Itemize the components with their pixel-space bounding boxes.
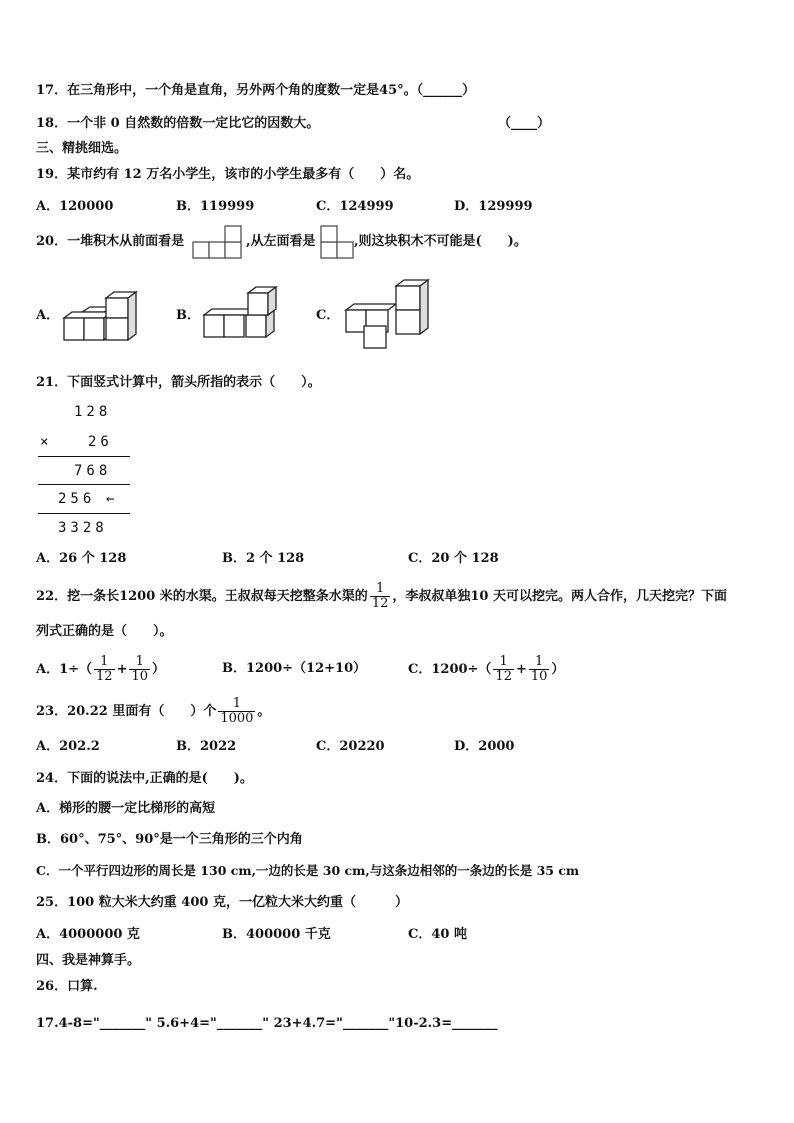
q22-a-f1-num: 1: [94, 655, 115, 670]
question-23: [36, 697, 270, 726]
question-19: 19．某市约有 12 万名小学生，该市的小学生最多有（ ）名。: [36, 167, 420, 182]
q22-a-label: A．1÷（: [36, 662, 93, 677]
q22-a-frac-1: [94, 655, 115, 684]
q20-option-b: B．: [176, 308, 200, 323]
section-4-title: 四、我是神算手。: [36, 953, 141, 968]
q21-option-c: C．20 个 128: [408, 551, 499, 566]
q24-option-a: A．梯形的腰一定比梯形的高短: [36, 801, 216, 816]
front-view-figure: [192, 225, 244, 259]
question-22-line-2: 列式正确的是（ ）。: [36, 624, 173, 639]
question-17: 17．在三角形中，一个角是直角，另外两个角的度数一定是45°。（______）: [36, 83, 476, 98]
calc-multiply-sign: ×: [40, 434, 53, 450]
q19-option-d: D．129999: [454, 199, 533, 214]
q22-c-frac-2: [529, 655, 550, 684]
calc-rule-1: [38, 456, 130, 457]
calc-result: 3328: [58, 520, 108, 536]
q22-a-f1-den: 12: [96, 669, 113, 684]
q22-option-a: [36, 655, 165, 684]
q23-option-b: B．2022: [176, 739, 237, 754]
left-view-figure: [320, 225, 354, 259]
q22-a-f2-den: 10: [131, 669, 149, 684]
question-18: 18．一个非 0 自然数的倍数一定比它的因数大。: [36, 116, 320, 131]
q22-c-f2-num: 1: [529, 655, 550, 670]
q23-option-c: C．20220: [316, 739, 385, 754]
q22-c-frac-1: [493, 655, 514, 684]
question-22-line-1: [36, 582, 727, 611]
q23-frac-denominator: 1000: [220, 711, 254, 726]
q24-option-c: C．一个平行四边形的周长是 130 cm,一边的长是 30 cm,与这条边相邻的一条边的长是 35 cm: [36, 863, 580, 878]
question-20-part2: ,从左面看是: [246, 234, 316, 249]
q21-option-b: B．2 个 128: [222, 551, 305, 566]
q23-option-a: A．202.2: [36, 739, 100, 754]
q19-option-c: C．124999: [316, 199, 394, 214]
q22-c-label: C．1200÷（: [408, 662, 492, 677]
q25-option-c: C．40 吨: [408, 927, 467, 942]
block-figure-a: [62, 290, 142, 345]
q22-fraction: [370, 582, 391, 611]
question-21: 21．下面竖式计算中，箭头所指的表示（ ）。: [36, 375, 321, 390]
block-figure-b: [202, 285, 282, 345]
q23-option-d: D．2000: [454, 739, 515, 754]
q22-text-1: 22．挖一条长1200 米的水渠。王叔叔每天挖整条水渠的: [36, 589, 368, 604]
arrow-left-icon: ←: [106, 491, 115, 507]
q21-option-a: A．26 个 128: [36, 551, 127, 566]
calc-partial-1: 768: [74, 463, 112, 479]
question-20-part3: ,则这块积木不可能是( )。: [354, 234, 527, 249]
question-24: 24．下面的说法中,正确的是( )。: [36, 771, 253, 786]
q23-fraction: [218, 697, 255, 726]
section-3-title: 三、精挑细选。: [36, 141, 128, 156]
q22-a-close: ）: [152, 662, 166, 677]
q25-option-b: B．400000 千克: [222, 927, 331, 942]
calc-rule-3: [38, 513, 130, 514]
q22-c-f1-num: 1: [493, 655, 514, 670]
q22-frac-denominator: 12: [371, 596, 389, 611]
calc-rule-2: [38, 484, 130, 485]
question-18-blank: （____）: [498, 116, 551, 131]
q19-option-a: A．120000: [36, 199, 114, 214]
q22-c-close: ）: [551, 662, 565, 677]
q23-frac-numerator: 1: [218, 697, 255, 712]
q22-option-c: [408, 655, 564, 684]
q20-option-a: A．: [36, 308, 60, 323]
q22-frac-numerator: 1: [370, 582, 391, 597]
q19-option-b: B．119999: [176, 199, 255, 214]
q24-option-b: B．60°、75°、90°是一个三角形的三个内角: [36, 832, 303, 847]
calc-multiplier: 26: [88, 434, 113, 450]
q22-c-f1-den: 12: [495, 669, 512, 684]
q22-a-f2-num: 1: [129, 655, 150, 670]
block-figure-c: [344, 280, 434, 352]
calc-multiplicand: 128: [74, 404, 112, 420]
q26-calc-line: 17.4-8="_______" 5.6+4="_______" 23+4.7="_______"10-2.3=_______: [36, 1016, 498, 1031]
q22-text-2: ，李叔叔单独10 天可以挖完。两人合作，几天挖完？下面: [392, 589, 727, 604]
question-26: 26．口算.: [36, 979, 98, 994]
q22-a-plus: +: [116, 662, 128, 677]
q22-option-b: B．1200÷（12+10）: [222, 661, 367, 676]
question-25: 25．100 粒大米大约重 400 克，一亿粒大米大约重（ ）: [36, 895, 408, 910]
q23-text-1: 23．20.22 里面有（ ）个: [36, 704, 217, 719]
q22-c-f2-den: 10: [530, 669, 548, 684]
q20-option-c: C．: [316, 308, 340, 323]
calc-partial-2: 256: [58, 491, 96, 507]
q22-c-plus: +: [515, 662, 527, 677]
q25-option-a: A．4000000 克: [36, 927, 140, 942]
question-20-part1: 20．一堆积木从前面看是: [36, 234, 185, 249]
q22-a-frac-2: [129, 655, 150, 684]
q23-text-2: 。: [257, 704, 271, 719]
